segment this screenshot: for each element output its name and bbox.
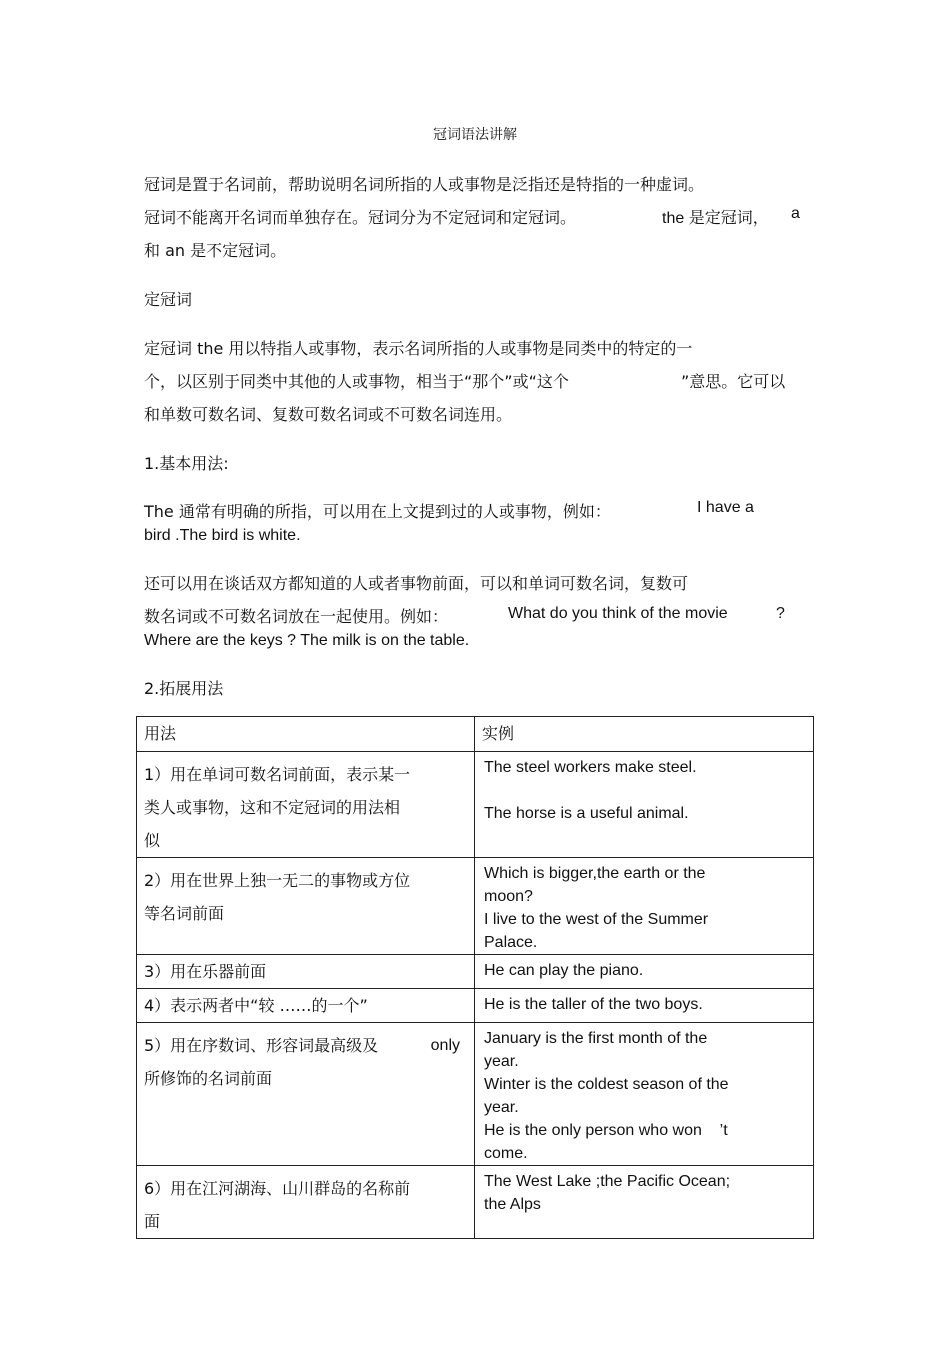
usage-line: 面	[144, 1212, 161, 1231]
example-line: Palace.	[484, 934, 538, 951]
examples-cell	[475, 989, 814, 1023]
usage-cell	[137, 955, 475, 989]
header-examples: 实例	[475, 717, 814, 752]
table-row	[137, 989, 814, 1023]
definite-line-2: 个，以区别于同类中其他的人或事物，相当于“那个”或“这个	[144, 372, 569, 391]
example-line: January is the first month of the	[484, 1030, 708, 1047]
example-line: I live to the west of the Summer	[484, 911, 709, 928]
usage-only-word: only	[430, 1037, 460, 1054]
example-line: The steel workers make steel.	[484, 759, 697, 776]
intro-line-2-a: a	[791, 205, 800, 222]
example-line: the Alps	[484, 1196, 541, 1213]
table-row	[137, 1166, 814, 1239]
basic-p1-line-2: bird .The bird is white.	[144, 527, 301, 544]
usage-line: 3）用在乐器前面	[144, 962, 267, 981]
usage-line: 5）用在序数词、形容词最高级及	[144, 1036, 379, 1055]
definite-line-1: 定冠词 the 用以特指人或事物，表示名词所指的人或事物是同类中的特定的一	[144, 339, 693, 358]
basic-p2-line-2-qmark: ?	[776, 605, 785, 622]
usage-cell	[137, 1023, 475, 1166]
basic-p2-line-3: Where are the keys ? The milk is on the table.	[144, 632, 470, 649]
example-line: The West Lake ;the Pacific Ocean;	[484, 1173, 731, 1190]
table-row	[137, 752, 814, 858]
table-row	[137, 858, 814, 955]
usage-line: 所修饰的名词前面	[144, 1069, 273, 1088]
usage-line: 6）用在江河湖海、山川群岛的名称前	[144, 1179, 411, 1198]
intro-line-2-text: 冠词不能离开名词而单独存在。冠词分为不定冠词和定冠词。	[144, 208, 577, 227]
example-line: come.	[484, 1145, 528, 1162]
usage-line: 等名词前面	[144, 904, 225, 923]
usage-cell	[137, 858, 475, 955]
basic-p2-line-2-example: What do you think of the movie	[508, 605, 728, 622]
basic-p2-line-1: 还可以用在谈话双方都知道的人或者事物前面，可以和单词可数名词，复数可	[144, 574, 689, 593]
example-line: He can play the piano.	[484, 962, 644, 979]
table-row	[137, 1023, 814, 1166]
header-usage: 用法	[137, 717, 475, 752]
example-line: He is the only person who won ’t	[484, 1122, 728, 1139]
usage-line: 2）用在世界上独一无二的事物或方位	[144, 871, 411, 890]
table-header-row	[137, 717, 814, 752]
intro-line-3: 和 an 是不定冠词。	[144, 241, 287, 260]
extended-heading: 2.拓展用法	[144, 679, 224, 698]
example-line: Which is bigger,the earth or the	[484, 865, 706, 882]
basic-p1-line-1: The 通常有明确的所指，可以用在上文提到过的人或事物，例如：	[144, 502, 611, 521]
basic-p2-line-2: 数名词或不可数名词放在一起使用。例如：	[144, 607, 449, 626]
definite-line-2-end: ”意思。它可以	[681, 372, 786, 391]
usage-line: 4）表示两者中“较 ……的一个”	[144, 996, 368, 1015]
examples-cell	[475, 1023, 814, 1166]
definite-heading: 定冠词	[144, 290, 193, 309]
examples-cell	[475, 955, 814, 989]
example-line: He is the taller of the two boys.	[484, 996, 703, 1013]
example-line: Winter is the coldest season of the	[484, 1076, 729, 1093]
basic-heading: 1.基本用法:	[144, 454, 229, 473]
example-line: year.	[484, 1053, 519, 1070]
examples-cell	[475, 858, 814, 955]
intro-line-1: 冠词是置于名词前，帮助说明名词所指的人或事物是泛指还是特指的一种虚词。	[144, 175, 705, 194]
page-title: 冠词语法讲解	[433, 127, 517, 143]
examples-cell	[475, 752, 814, 858]
usage-line: 类人或事物，这和不定冠词的用法相	[144, 798, 401, 817]
examples-cell	[475, 1166, 814, 1239]
example-gap	[484, 779, 803, 802]
basic-p1-line-1-example: I have a	[697, 499, 754, 516]
intro-line-2-the: the 是定冠词，	[662, 210, 769, 227]
table-row	[137, 955, 814, 989]
definite-line-3: 和单数可数名词、复数可数名词或不可数名词连用。	[144, 405, 513, 424]
usage-table	[136, 716, 814, 1239]
example-line: year.	[484, 1099, 519, 1116]
usage-cell	[137, 752, 475, 858]
example-line: The horse is a useful animal.	[484, 805, 689, 822]
usage-cell	[137, 989, 475, 1023]
example-line: moon?	[484, 888, 533, 905]
usage-cell	[137, 1166, 475, 1239]
usage-line: 1）用在单词可数名词前面，表示某一	[144, 765, 411, 784]
usage-line: 似	[144, 831, 161, 850]
intro-line-2	[144, 205, 576, 228]
